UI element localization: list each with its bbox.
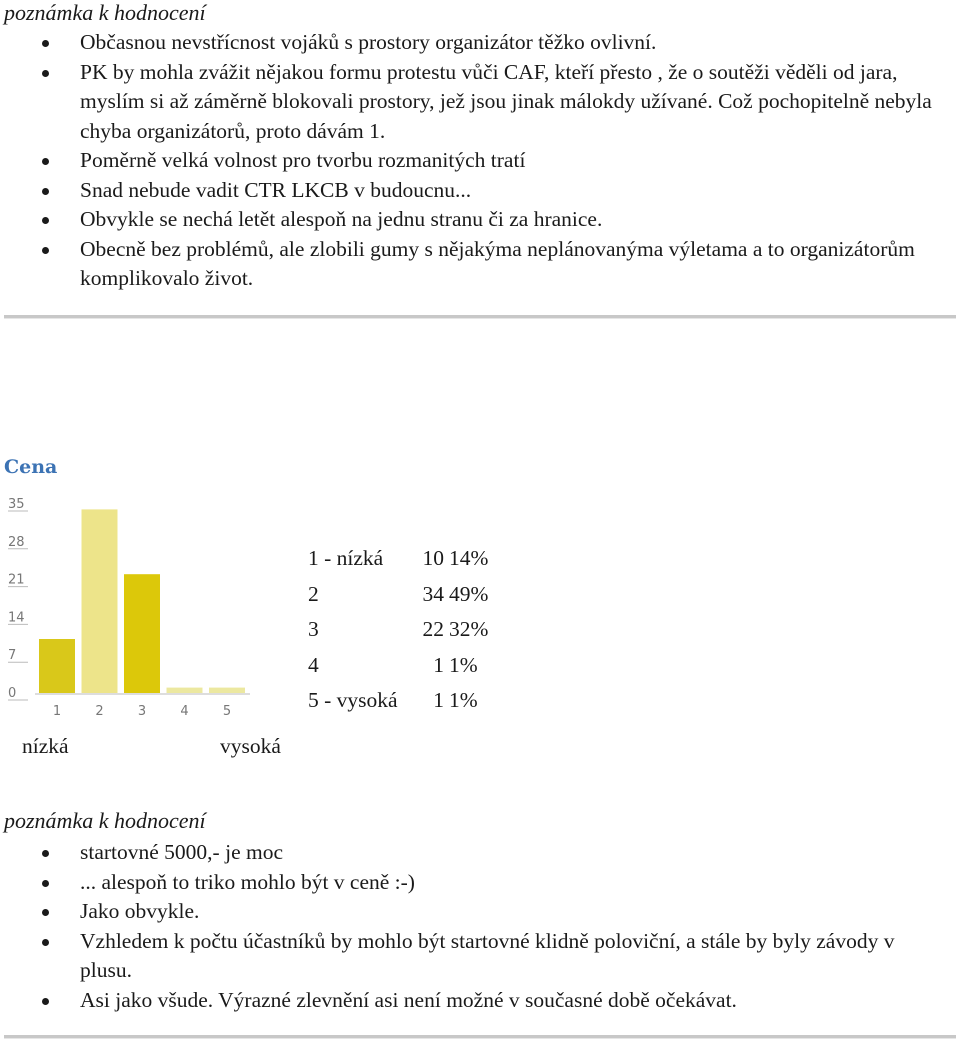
chart-x-ticks <box>53 704 231 719</box>
x-tick-label: 3 <box>137 704 147 719</box>
y-tick-label: 14 <box>8 610 25 626</box>
list-item: Asi jako všude. Výrazné zlevnění asi není možné v současné době očekávat. <box>0 986 950 1016</box>
x-tick-label: 4 <box>180 704 189 719</box>
stat-count: 1 <box>433 652 444 677</box>
list-item: ... alespoň to triko mohlo být v ceně :-) <box>0 868 950 898</box>
x-tick-label: 5 <box>222 704 232 719</box>
y-tick-label: 35 <box>8 497 25 512</box>
list-item: Vzhledem k počtu účastníků by mohlo být startovné klidně poloviční, a stále by byly závody v plusu. <box>0 927 950 986</box>
y-tick-label: 21 <box>8 572 25 588</box>
table-row <box>308 577 488 613</box>
y-tick-label: 7 <box>8 648 17 664</box>
y-tick-label: 28 <box>8 534 25 550</box>
list-item: Obvykle se nechá letět alespoň na jednu stranu či za hranice. <box>0 205 950 235</box>
table-row <box>308 612 488 648</box>
stat-count: 34 <box>422 581 444 606</box>
y-tick-label: 0 <box>8 686 17 701</box>
x-tick-label: 1 <box>52 704 62 719</box>
bar-5 <box>209 688 245 693</box>
stat-label: 4 <box>308 652 319 677</box>
stat-count: 1 <box>433 688 444 713</box>
stat-percent: 14% <box>449 546 489 571</box>
chart-y-ticks <box>8 497 28 701</box>
bottom-comment-list <box>0 838 950 1015</box>
stat-percent: 32% <box>449 617 489 642</box>
list-item: Občasnou nevstřícnost vojáků s prostory organizátor těžko ovlivní. <box>0 28 950 58</box>
stat-label: 3 <box>308 617 319 642</box>
x-tick-label: 2 <box>95 704 104 719</box>
list-item: startovné 5000,- je moc <box>0 838 950 868</box>
stat-percent: 1% <box>449 652 478 677</box>
list-item: Poměrně velká volnost pro tvorbu rozmanitých tratí <box>0 146 950 176</box>
list-item: Snad nebude vadit CTR LKCB v budoucnu... <box>0 176 950 206</box>
bar-3 <box>124 574 160 693</box>
bottom-note-heading: poznámka k hodnocení <box>4 808 206 833</box>
list-item: PK by mohla zvážit nějakou formu protestu vůči CAF, kteří přesto , že o soutěži věděli od jara, myslím si až záměrně blokovali prostory, jež jsou jinak málokdy užívané. Což pochopitelně nebyla chyba organizátorů, proto dávám 1. <box>0 58 950 147</box>
stat-count: 10 <box>422 546 444 571</box>
top-comment-list <box>0 28 950 294</box>
bar-2 <box>82 509 118 693</box>
list-item: Obecně bez problémů, ale zlobili gumy s nějakýma neplánovanýma výletama a to organizátorům komplikovalo život. <box>0 235 950 294</box>
scale-low-label: nízká <box>22 734 69 758</box>
stat-count: 22 <box>422 617 444 642</box>
stat-percent: 1% <box>449 688 478 713</box>
scale-high-label: vysoká <box>220 734 281 758</box>
list-item: Jako obvykle. <box>0 897 950 927</box>
section-divider <box>4 315 956 319</box>
stat-percent: 49% <box>449 581 489 606</box>
bar-1 <box>39 639 75 693</box>
stat-label: 2 <box>308 581 319 606</box>
top-note-heading: poznámka k hodnocení <box>4 0 206 25</box>
table-row <box>308 648 488 684</box>
table-row <box>308 541 488 577</box>
stat-label: 1 - nízká <box>308 546 384 571</box>
stat-label: 5 - vysoká <box>308 688 398 713</box>
chart-bars <box>39 509 245 693</box>
bar-4 <box>167 688 203 693</box>
price-bar-chart <box>0 484 260 720</box>
price-stats-table <box>308 541 488 719</box>
section-title-cena: Cena <box>4 456 58 478</box>
table-row <box>308 683 488 719</box>
section-divider <box>4 1035 956 1039</box>
